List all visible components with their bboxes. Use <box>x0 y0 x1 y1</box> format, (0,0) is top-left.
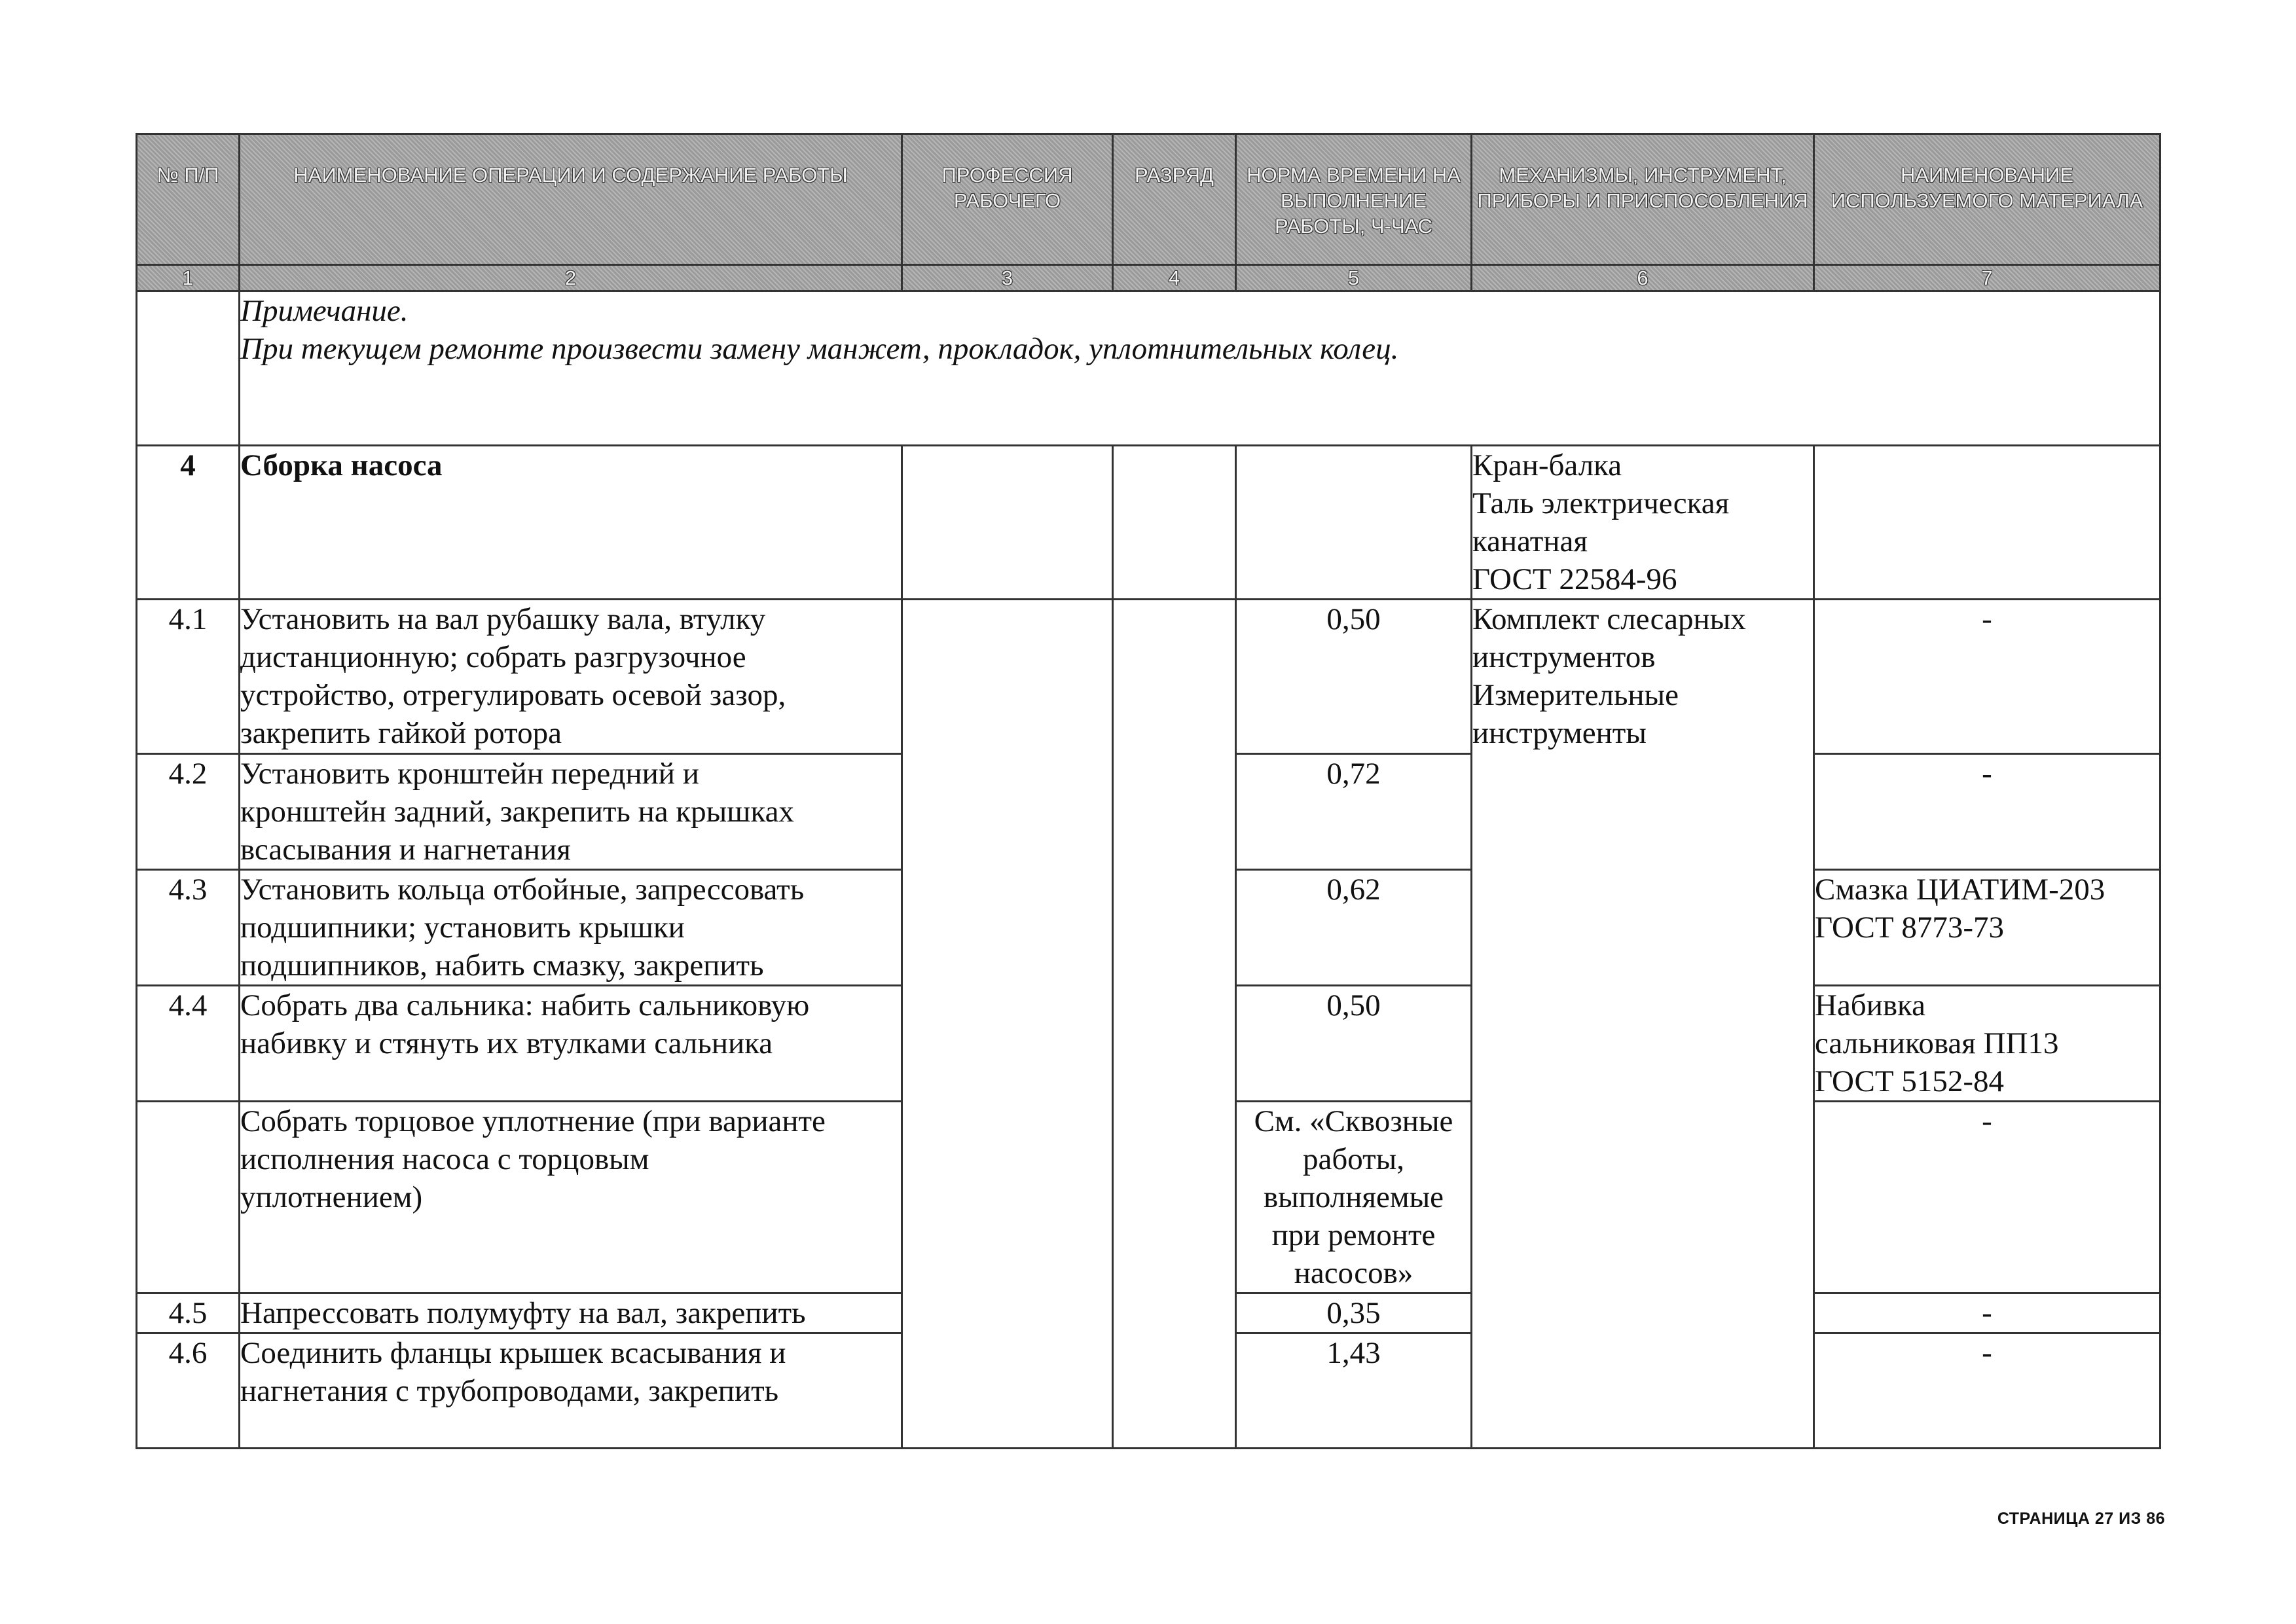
tool-line: ГОСТ 22584-96 <box>1472 562 1677 596</box>
desc-line: исполнения насоса с торцовым <box>240 1142 649 1176</box>
desc-line: подшипники; установить крышки <box>240 911 685 945</box>
row-number: 4.4 <box>137 986 240 1102</box>
row-number: 4.2 <box>137 754 240 870</box>
row-material <box>1814 1293 2160 1333</box>
material-line: - <box>1982 1296 1992 1330</box>
material-line: ГОСТ 8773-73 <box>1815 911 2004 945</box>
norm-line: 0,50 <box>1326 988 1381 1022</box>
row-material <box>1814 600 2160 754</box>
column-number: 3 <box>902 265 1113 291</box>
column-number: 7 <box>1814 265 2160 291</box>
note-cell <box>240 291 2160 446</box>
section-material-cell <box>1814 446 2160 600</box>
column-number: 6 <box>1472 265 1814 291</box>
note-number-cell <box>137 291 240 446</box>
row-number: 4.1 <box>137 600 240 754</box>
header-grade: РАЗРЯД <box>1113 134 1236 265</box>
row-description <box>240 870 902 986</box>
note-text: При текущем ремонте произвести замену манжет, прокладок, уплотнительных колец. <box>240 332 1399 366</box>
row-number: 4.6 <box>137 1333 240 1449</box>
desc-line: Установить кронштейн передний и <box>240 757 699 791</box>
norm-line: 0,35 <box>1326 1296 1381 1330</box>
desc-line: нагнетания с трубопроводами, закрепить <box>240 1374 779 1408</box>
norm-line: насосов» <box>1294 1256 1413 1290</box>
section-tools-cell <box>1472 446 1814 600</box>
material-line: ГОСТ 5152-84 <box>1815 1064 2004 1098</box>
row-description <box>240 600 902 754</box>
material-line: - <box>1982 1104 1992 1138</box>
row-norm <box>1236 1293 1472 1333</box>
row-material <box>1814 754 2160 870</box>
desc-line: устройство, отрегулировать осевой зазор, <box>240 678 786 712</box>
table-row <box>137 600 2160 754</box>
desc-line: набивку и стянуть их втулками сальника <box>240 1026 773 1060</box>
norm-line: работы, <box>1302 1142 1405 1176</box>
desc-line: Установить кольца отбойные, запрессовать <box>240 873 805 907</box>
tool-line: Измерительные <box>1472 678 1679 712</box>
desc-line: всасывания и нагнетания <box>240 833 571 867</box>
column-number: 4 <box>1113 265 1236 291</box>
section-profession-cell <box>902 446 1113 600</box>
work-operations-table <box>136 133 2161 1449</box>
desc-line: закрепить гайкой ротора <box>240 716 562 750</box>
norm-line: 1,43 <box>1326 1336 1381 1370</box>
desc-line: уплотнением) <box>240 1180 423 1214</box>
tools-merged-cell <box>1472 600 1814 1449</box>
row-description <box>240 1102 902 1293</box>
row-norm <box>1236 600 1472 754</box>
row-material <box>1814 1102 2160 1293</box>
row-norm <box>1236 1333 1472 1449</box>
column-number: 5 <box>1236 265 1472 291</box>
norm-line: 0,62 <box>1326 873 1381 907</box>
section-title: Сборка насоса <box>240 446 902 600</box>
note-title: Примечание. <box>240 294 409 328</box>
norm-line: 0,50 <box>1326 602 1381 636</box>
row-number <box>137 1102 240 1293</box>
material-line: Набивка <box>1815 988 1926 1022</box>
row-material <box>1814 1333 2160 1449</box>
row-norm <box>1236 870 1472 986</box>
header-time-norm: НОРМА ВРЕМЕНИ НА ВЫПОЛНЕНИЕ РАБОТЫ, Ч-ЧАС <box>1236 134 1472 265</box>
row-norm <box>1236 986 1472 1102</box>
row-material <box>1814 870 2160 986</box>
section-grade-cell <box>1113 446 1236 600</box>
material-line: - <box>1982 1336 1992 1370</box>
section-number: 4 <box>137 446 240 600</box>
desc-line: Собрать два сальника: набить сальниковую <box>240 988 810 1022</box>
desc-line: Соединить фланцы крышек всасывания и <box>240 1336 786 1370</box>
tool-line: Комплект слесарных <box>1472 602 1746 636</box>
grade-merged-cell <box>1113 600 1236 1449</box>
row-norm <box>1236 1102 1472 1293</box>
desc-line: Напрессовать полумуфту на вал, закрепить <box>240 1296 806 1330</box>
norm-line: при ремонте <box>1271 1218 1436 1252</box>
header-tools: МЕХАНИЗМЫ, ИНСТРУМЕНТ, ПРИБОРЫ И ПРИСПОСОБЛЕНИЯ <box>1472 134 1814 265</box>
tool-line: инструменты <box>1472 716 1647 750</box>
header-number: № П/П <box>137 134 240 265</box>
row-material <box>1814 986 2160 1102</box>
desc-line: подшипников, набить смазку, закрепить <box>240 948 764 983</box>
section-norm-cell <box>1236 446 1472 600</box>
row-description <box>240 1293 902 1333</box>
norm-line: 0,72 <box>1326 757 1381 791</box>
row-number: 4.3 <box>137 870 240 986</box>
column-number-row <box>137 265 2160 291</box>
page-number: СТРАНИЦА 27 ИЗ 86 <box>1997 1509 2165 1528</box>
row-description <box>240 986 902 1102</box>
header-profession: ПРОФЕССИЯ РАБОЧЕГО <box>902 134 1113 265</box>
table-header-row <box>137 134 2160 265</box>
desc-line: кронштейн задний, закрепить на крышках <box>240 795 794 829</box>
tool-line: Таль электрическая <box>1472 486 1730 520</box>
material-line: - <box>1982 602 1992 636</box>
row-description <box>240 754 902 870</box>
header-material: НАИМЕНОВАНИЕ ИСПОЛЬЗУЕМОГО МАТЕРИАЛА <box>1814 134 2160 265</box>
desc-line: Установить на вал рубашку вала, втулку <box>240 602 766 636</box>
profession-merged-cell <box>902 600 1113 1449</box>
material-line: - <box>1982 757 1992 791</box>
note-row <box>137 291 2160 446</box>
material-line: Смазка ЦИАТИМ-203 <box>1815 873 2105 907</box>
row-norm <box>1236 754 1472 870</box>
desc-line: дистанционную; собрать разгрузочное <box>240 640 746 674</box>
tool-line: инструментов <box>1472 640 1656 674</box>
row-description <box>240 1333 902 1449</box>
material-line: сальниковая ПП13 <box>1815 1026 2059 1060</box>
column-number: 1 <box>137 265 240 291</box>
section-row <box>137 446 2160 600</box>
tool-line: Кран-балка <box>1472 448 1622 482</box>
column-number: 2 <box>240 265 902 291</box>
norm-line: выполняемые <box>1263 1180 1444 1214</box>
norm-line: См. «Сквозные <box>1254 1104 1453 1138</box>
desc-line: Собрать торцовое уплотнение (при варианте <box>240 1104 826 1138</box>
row-number: 4.5 <box>137 1293 240 1333</box>
tool-line: канатная <box>1472 524 1588 558</box>
header-operation: НАИМЕНОВАНИЕ ОПЕРАЦИИ И СОДЕРЖАНИЕ РАБОТЫ <box>240 134 902 265</box>
